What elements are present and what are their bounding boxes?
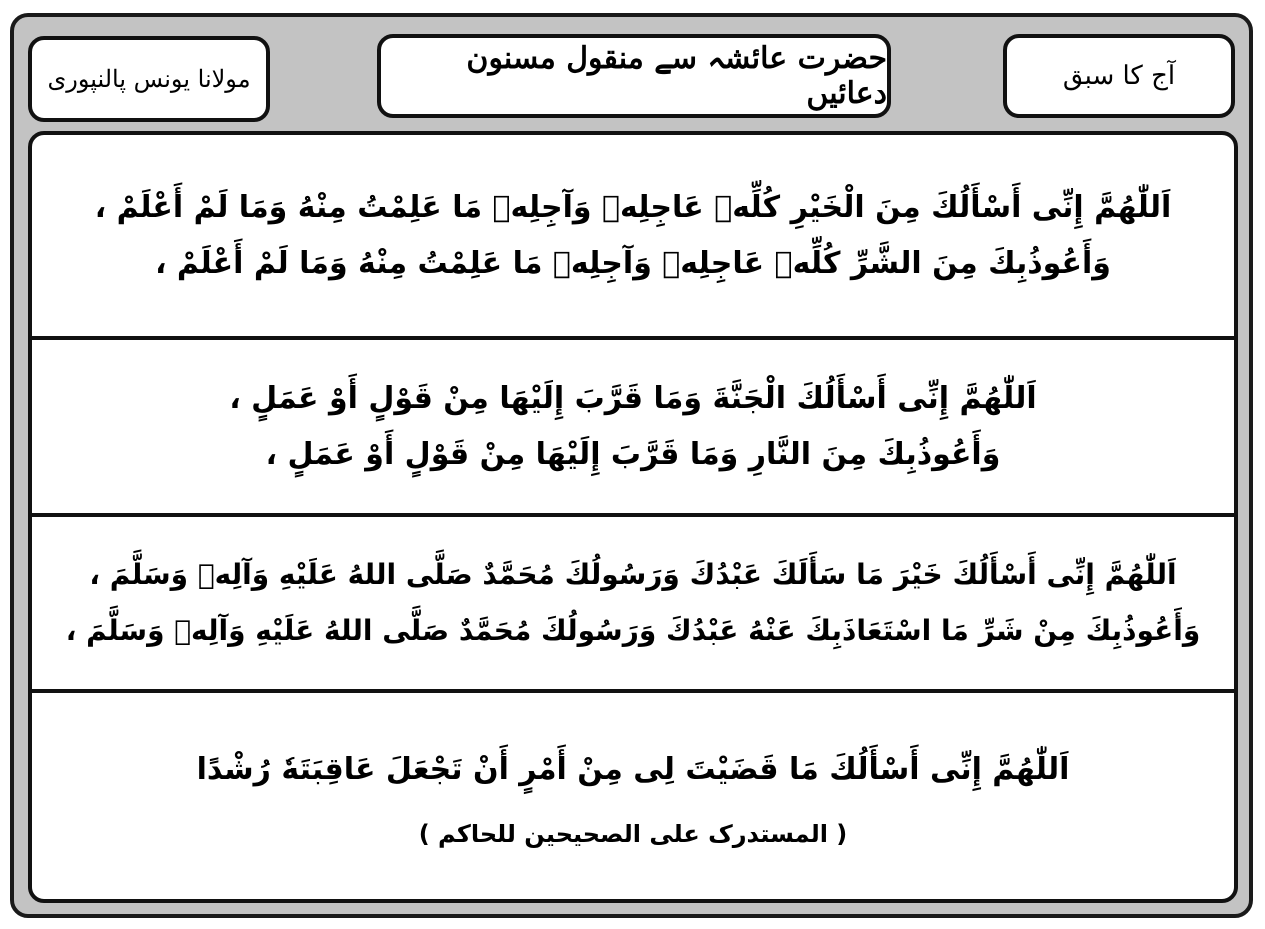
lesson-label: آج کا سبق (1062, 61, 1176, 91)
dua-section-4 (32, 693, 1234, 903)
dua-panel (28, 131, 1238, 903)
dua-section-3 (32, 517, 1234, 689)
dua-section-1 (32, 135, 1234, 336)
dua-1-line-1: اَللّٰھُمَّ إِنِّی أَسْأَلُكَ مِنَ الْخَیْرِ كُلِّهٖ عَاجِلِهٖ وَآجِلِهٖ مَا عَلِمْتُ مِنْهُ وَمَا لَمْ أَعْلَمْ ، (94, 189, 1172, 225)
dua-1-line-2: وَأَعُوذُبِكَ مِنَ الشَّرِّ كُلِّهٖ عَاجِلِهٖ وَآجِلِهٖ مَا عَلِمْتُ مِنْهُ وَمَا لَمْ أَعْلَمْ ، (155, 245, 1111, 281)
dua-3-line-2: وَأَعُوذُبِكَ مِنْ شَرِّ مَا اسْتَعَاذَبِكَ عَنْهُ عَبْدُكَ وَرَسُولُكَ مُحَمَّدٌ صَلَّى اللهُ عَلَیْهِ وَآلِهٖ وَسَلَّمَ ، (65, 614, 1201, 647)
dua-2-line-2: وَأَعُوذُبِكَ مِنَ النَّارِ وَمَا قَرَّبَ إِلَیْهَا مِنْ قَوْلٍ أَوْ عَمَلٍ ، (265, 436, 1001, 472)
dua-2-line-1: اَللّٰھُمَّ إِنِّی أَسْأَلُكَ الْجَنَّةَ وَمَا قَرَّبَ إِلَیْهَا مِنْ قَوْلٍ أَوْ عَمَلٍ ، (229, 380, 1037, 416)
dua-4-line-1: اَللّٰھُمَّ إِنِّی أَسْأَلُكَ مَا قَضَیْتَ لِی مِنْ أَمْرٍ أَنْ تَجْعَلَ عَاقِبَتَهٗ رُشْدًا (196, 752, 1070, 787)
title-box (377, 34, 891, 118)
source-reference: ( المستدرک علی الصحیحین للحاکم ) (418, 820, 848, 848)
author-box (28, 36, 270, 122)
dua-section-2 (32, 340, 1234, 513)
page-title: حضرت عائشہ سے منقول مسنون دعائیں (466, 41, 887, 111)
author-name: مولانا یونس پالنپوری (47, 65, 251, 93)
dua-3-line-1: اَللّٰھُمَّ إِنِّی أَسْأَلُكَ خَیْرَ مَا سَأَلَكَ عَبْدُكَ وَرَسُولُكَ مُحَمَّدٌ صَلَّى اللهُ عَلَیْهِ وَآلِهٖ وَسَلَّمَ ، (89, 558, 1177, 591)
lesson-box (1003, 34, 1235, 118)
